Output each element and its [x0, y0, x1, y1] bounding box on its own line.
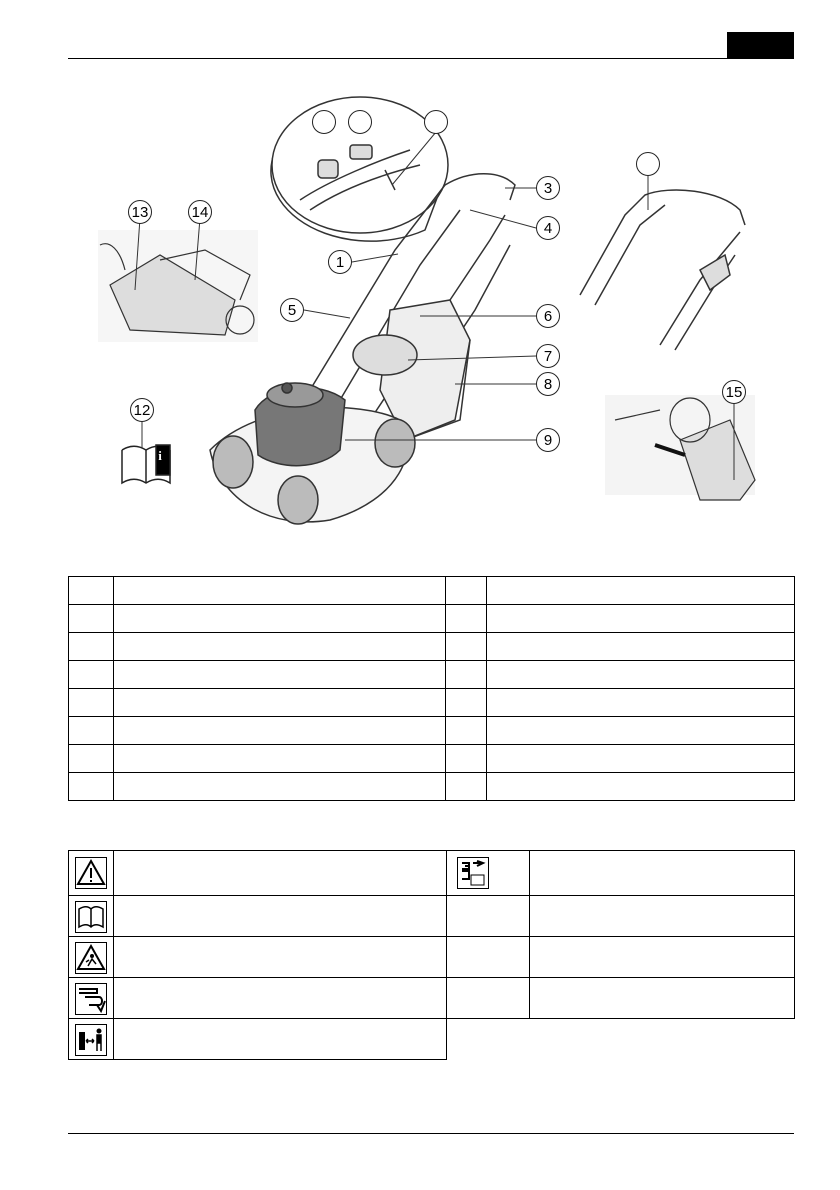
symbol-row	[68, 936, 447, 978]
symbol-row	[446, 895, 795, 937]
symbol-row	[68, 850, 447, 896]
callout-12: 12	[130, 398, 154, 422]
symbol-row	[68, 977, 447, 1019]
callout-blank-d	[636, 152, 660, 176]
callout-8: 8	[536, 372, 560, 396]
callout-14: 14	[188, 200, 212, 224]
table-row	[69, 661, 795, 689]
thrown-objects-warning-icon	[75, 942, 107, 974]
callout-blank-a	[312, 110, 336, 134]
callout-13: 13	[128, 200, 152, 224]
callout-4: 4	[536, 216, 560, 240]
callout-3: 3	[536, 176, 560, 200]
symbol-row	[446, 850, 795, 896]
table-row	[69, 633, 795, 661]
table-row	[69, 773, 795, 801]
remove-spark-plug-icon	[75, 983, 107, 1015]
read-manual-icon	[75, 901, 107, 933]
warning-triangle-icon	[75, 857, 107, 889]
table-row	[69, 577, 795, 605]
table-row	[69, 689, 795, 717]
symbol-row	[446, 936, 795, 978]
callout-7: 7	[536, 344, 560, 368]
parts-table	[68, 576, 795, 801]
callout-blank-c	[424, 110, 448, 134]
symbol-row	[68, 895, 447, 937]
symbol-row	[68, 1018, 447, 1060]
footer-rule	[68, 1133, 794, 1134]
lawnmower-overview-illustration	[0, 0, 840, 560]
callout-6: 6	[536, 304, 560, 328]
callout-15: 15	[722, 380, 746, 404]
symbol-row	[446, 977, 795, 1019]
keep-distance-icon	[75, 1024, 107, 1056]
table-row	[69, 717, 795, 745]
callout-blank-b	[348, 110, 372, 134]
callout-1: 1	[328, 250, 352, 274]
callout-9: 9	[536, 428, 560, 452]
table-row	[69, 745, 795, 773]
callout-5: 5	[280, 298, 304, 322]
svg-text:i: i	[158, 448, 162, 463]
table-row	[69, 605, 795, 633]
collection-box-icon	[457, 857, 489, 889]
